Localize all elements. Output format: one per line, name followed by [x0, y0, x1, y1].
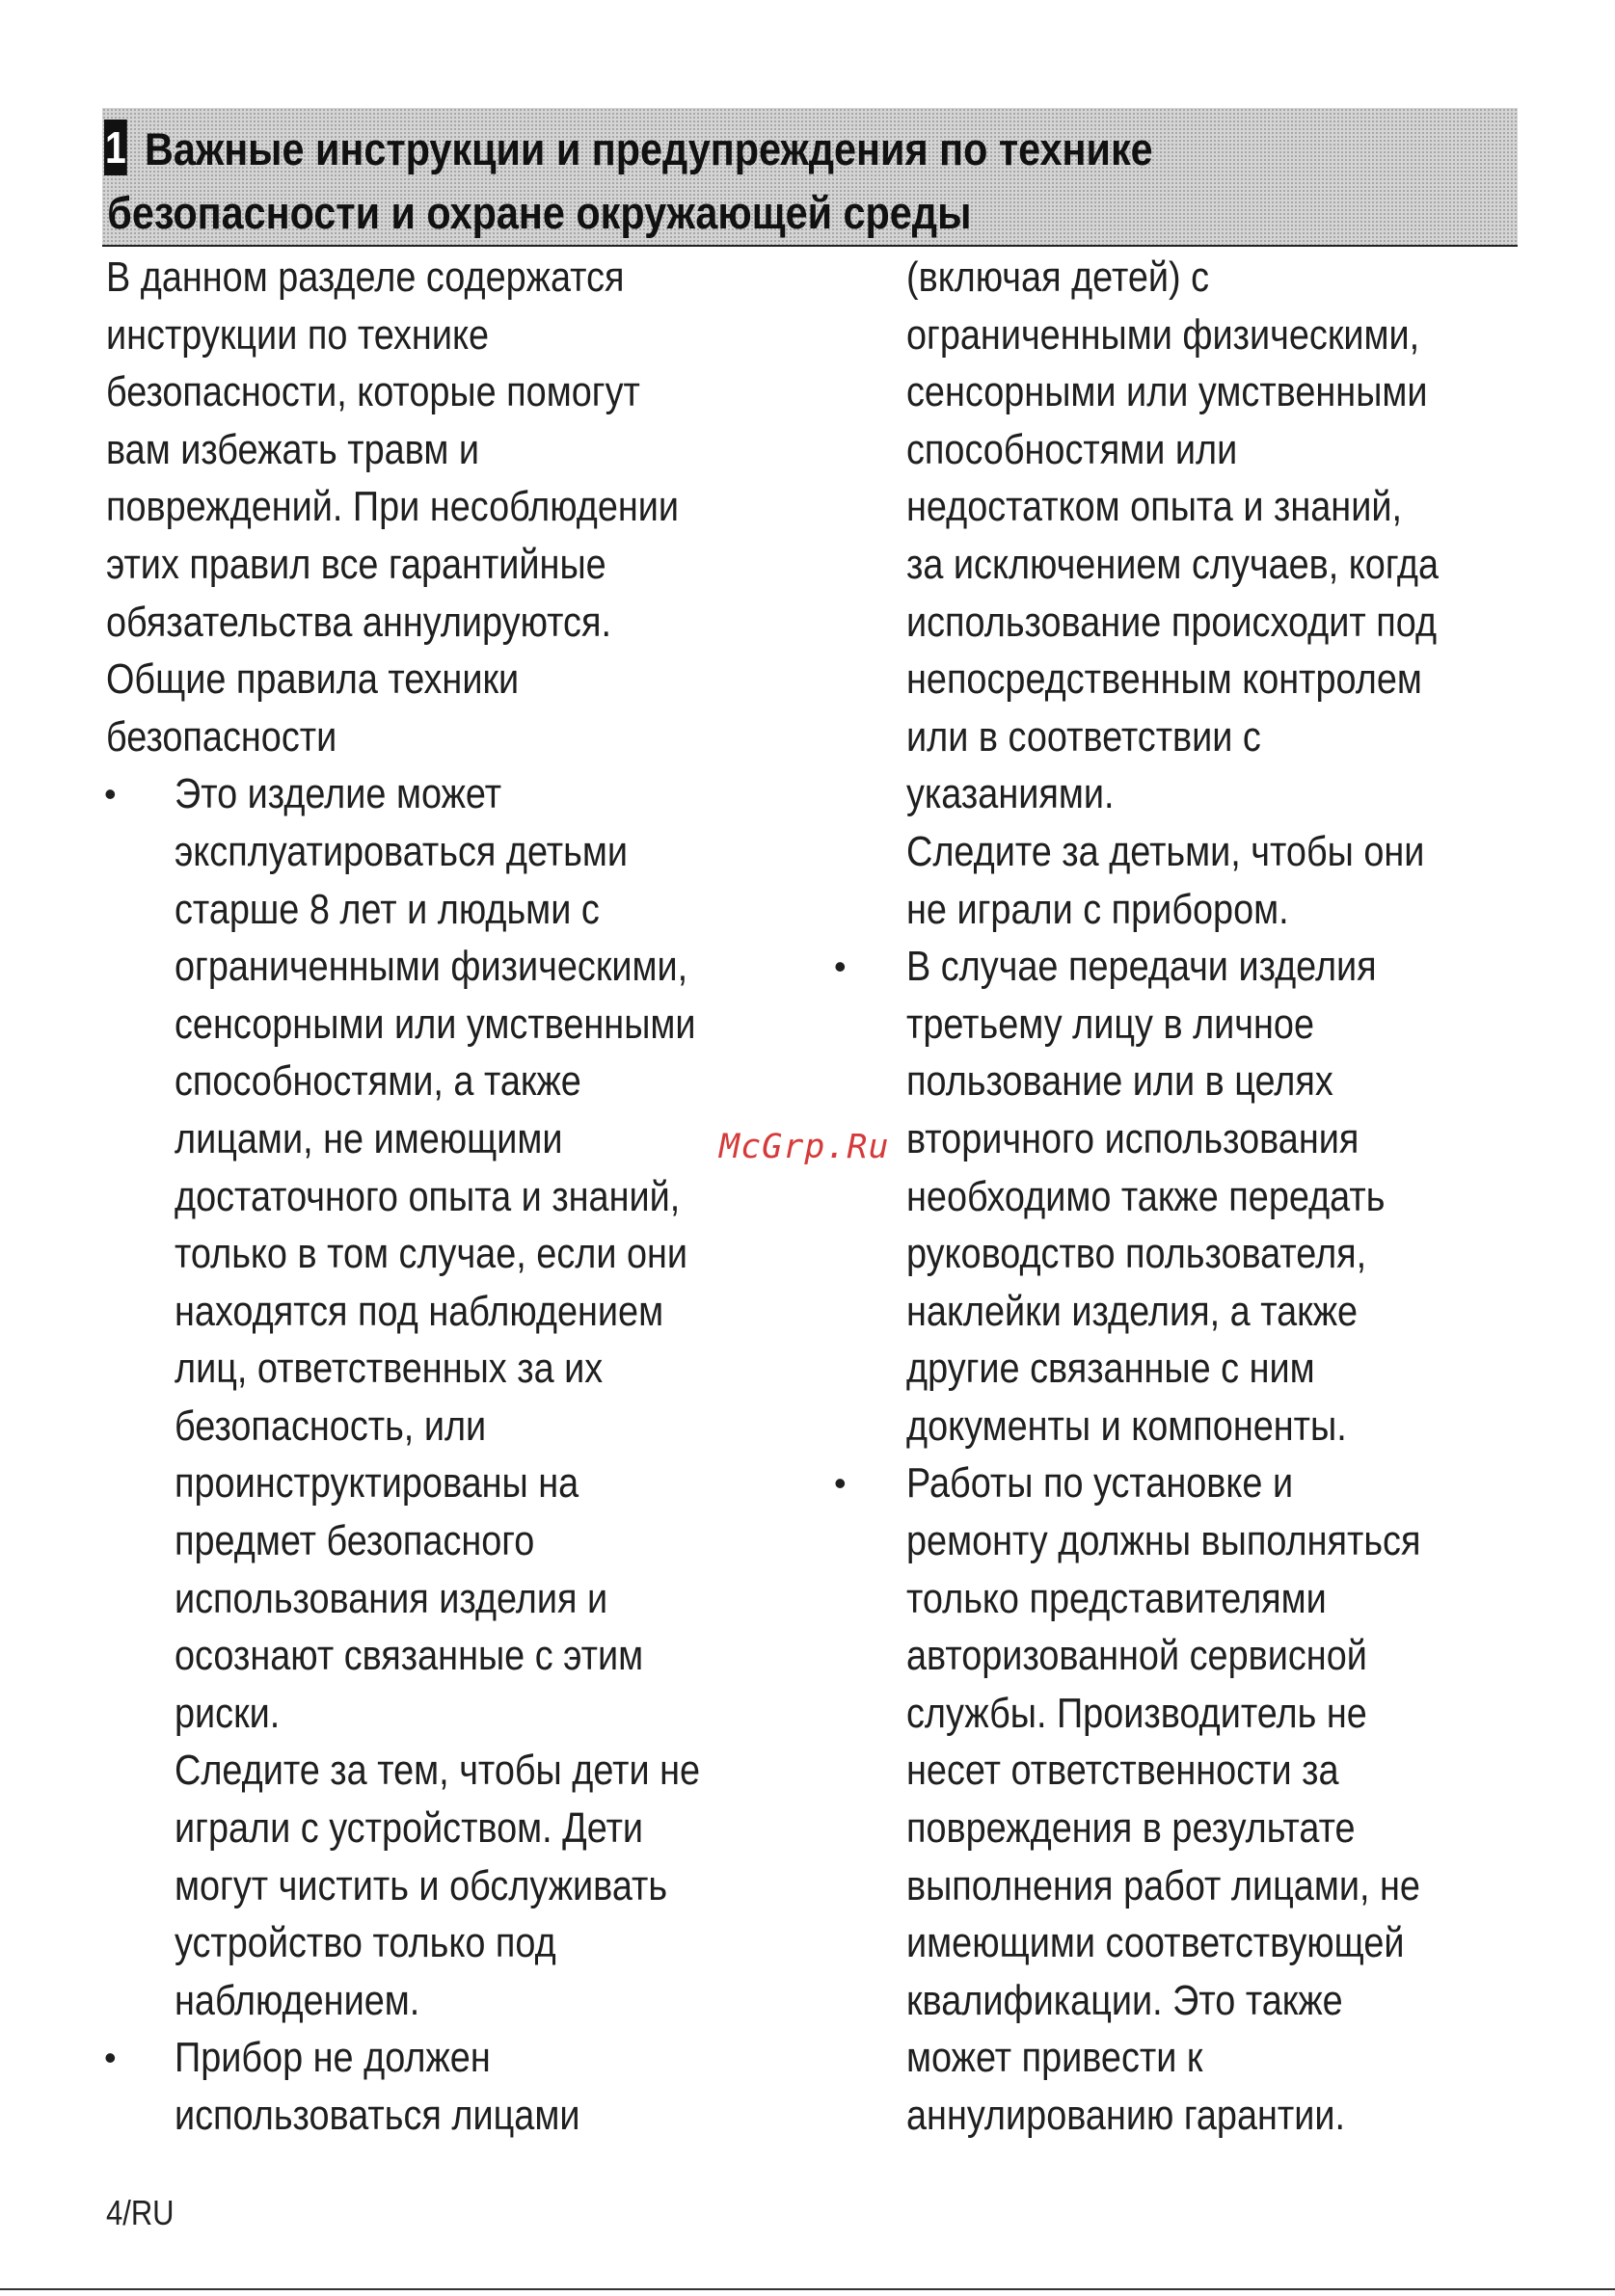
page-number: 4/RU [106, 2193, 175, 2232]
list-item [834, 1455, 1615, 2144]
list-item-continuation: Следите за тем, чтобы дети не играли с устройством. Дети могут чистить и обслуживать устройство только под наблюдением. [175, 1747, 701, 2024]
list-item-text: Прибор не должен использоваться лицами [175, 2034, 580, 2139]
bullet-icon: • [104, 2038, 117, 2078]
section-title [107, 118, 1417, 245]
section-title-line2: безопасности и охране окружающей среды [107, 187, 972, 238]
section-header [102, 108, 1518, 247]
bullet-icon: • [104, 774, 117, 814]
bullet-icon: • [834, 947, 847, 987]
list-item-continuation: Следите за детьми, чтобы они не играли с прибором. [906, 827, 1425, 933]
watermark: McGrp.Ru [719, 1128, 890, 1166]
section-title-line1: Важные инструкции и предупреждения по технике [145, 123, 1153, 174]
list-item [106, 765, 946, 2029]
list-item-text: Это изделие может эксплуатироваться детьми старше 8 лет и людьми с ограниченными физическими, сенсорными или умственными способностями, а также лицами, не имеющими достаточного опыта и знаний, только в том случае, если они находятся под наблюдением лиц, ответственных за их безопасность, или проинструктированы на предмет безопасного использования изделия и осознают связанные с этим риски. [175, 770, 696, 1737]
right-column [834, 249, 1615, 2145]
bullet-icon: • [834, 1463, 847, 1504]
intro-paragraph: В данном разделе содержатся инструкции по технике безопасности, которые помогут вам избежать травм и повреждений. При несоблюдении этих правил все гарантийные обязательства аннулируются. [106, 254, 680, 646]
list-item-continuation: (включая детей) с ограниченными физическими, сенсорными или умственными способностями или недостатком опыта и знаний, за исключением случаев, когда использование происходит под непосредственным контролем или в соответствии с указаниями. [906, 254, 1440, 818]
list-item-text: В случае передачи изделия третьему лицу в личное пользование или в целях вторичного использования необходимо также передать руководство пользователя, наклейки изделия, а также другие связанные с ним документы и компоненты. [906, 943, 1386, 1450]
list-item [106, 2029, 946, 2144]
section-number: 1 [104, 120, 127, 175]
list-item [834, 938, 1615, 1455]
subheading: Общие правила техники безопасности [106, 655, 520, 761]
bottom-divider [0, 2288, 1615, 2290]
left-column [106, 249, 946, 2145]
list-item-text: Работы по установке и ремонту должны выполняться только представителями авторизованной сервисной службы. Производитель не несет ответственности за повреждения в результате выполнения работ лицами, не имеющими соответствующей квалификации. Это также может привести к аннулированию гарантии. [906, 1459, 1421, 2139]
